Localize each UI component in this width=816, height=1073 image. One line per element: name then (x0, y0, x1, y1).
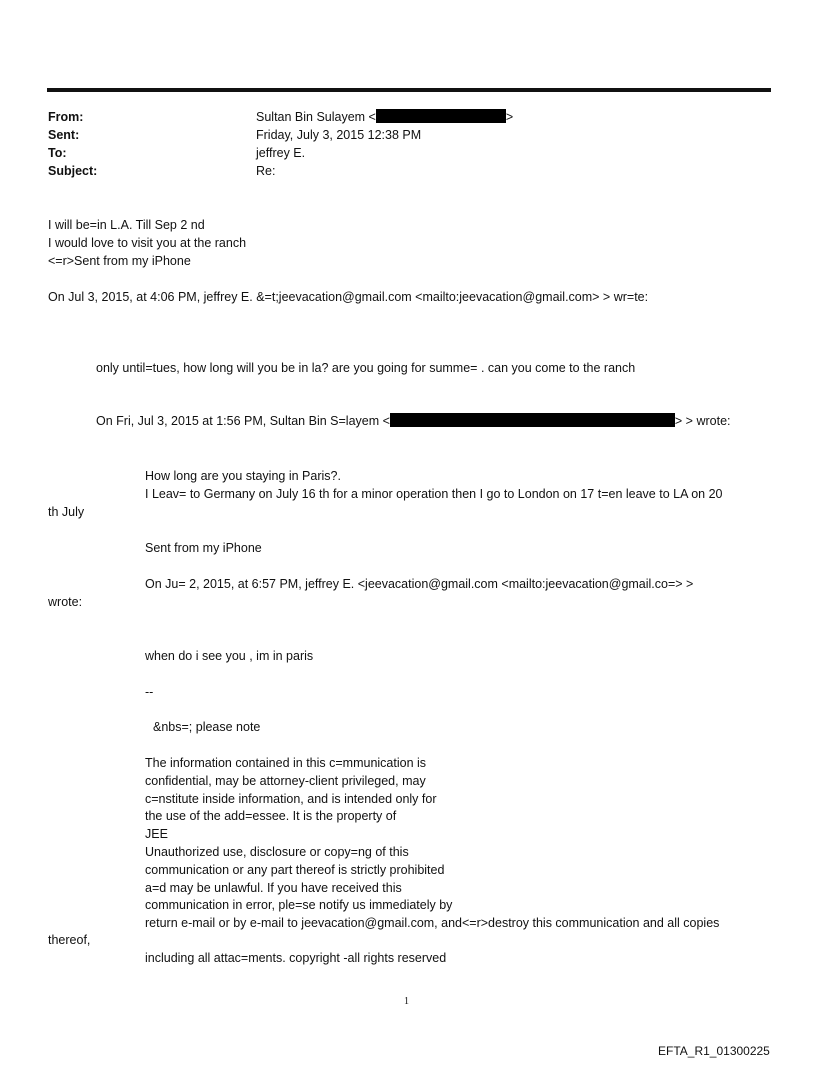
body-line-2: I would love to visit you at the ranch (48, 236, 247, 250)
from-close: > (505, 110, 514, 124)
disclaimer-wrap: thereof, (48, 933, 91, 947)
page-number: 1 (404, 996, 409, 1007)
attribution-1: On Jul 3, 2015, at 4:06 PM, jeffrey E. &=t;jeevacation@gmail.com <mailto:jeevacation@gmail.com> > wr=te: (48, 290, 649, 304)
subject-label: Subject: (48, 164, 98, 178)
disclaimer-line: a=d may be unlawful. If you have received this (145, 880, 402, 895)
body-line-1: I will be=in L.A. Till Sep 2 nd (48, 218, 205, 232)
disclaimer-line: the use of the add=essee. It is the property of (145, 809, 397, 824)
disclaimer-line: JEE (145, 827, 168, 842)
quote-3: Sent from my iPhone (145, 541, 262, 555)
quote-2-wrap: th July (48, 505, 85, 519)
to-value: jeffrey E. (256, 146, 306, 160)
attribution-3-wrap: wrote: (48, 595, 83, 609)
quote-2: I Leav= to Germany on July 16 th for a minor operation then I go to London on 17 t=en leave to LA on 20 (145, 487, 723, 501)
from-value (256, 108, 513, 126)
to-label: To: (48, 146, 67, 160)
body-line-3: <=r>Sent from my iPhone (48, 254, 191, 268)
document-id: EFTA_R1_01300225 (658, 1044, 770, 1058)
disclaimer-line: c=nstitute inside information, and is intended only for (145, 791, 437, 806)
disclaimer-line: return e-mail or by e-mail to jeevacation@gmail.com, and<=r>destroy this communication and all copies (145, 916, 720, 931)
from-label: From: (48, 110, 84, 124)
reply-1: only until=tues, how long will you be in la? are you going for summe= . can you come to the ranch (96, 361, 636, 375)
sent-value: Friday, July 3, 2015 12:38 PM (256, 128, 422, 142)
redaction-bar (390, 413, 675, 427)
attribution-2-pre: On Fri, Jul 3, 2015 at 1:56 PM, Sultan Bin S=layem < (96, 414, 390, 428)
quote-4: when do i see you , im in paris (145, 649, 314, 663)
disclaimer-line: communication in error, ple=se notify us immediately by (145, 898, 453, 913)
disclaimer-line: The information contained in this c=mmunication is (145, 756, 427, 770)
attribution-3: On Ju= 2, 2015, at 6:57 PM, jeffrey E. <jeevacation@gmail.com <mailto:jeevacation@gmail.co=> > (145, 577, 694, 591)
disclaimer-line: confidential, may be attorney-client privileged, may (145, 773, 426, 788)
sent-label: Sent: (48, 128, 80, 142)
from-name: Sultan Bin Sulayem < (256, 110, 376, 124)
quote-1: How long are you staying in Paris?. (145, 469, 341, 483)
subject-value: Re: (256, 164, 276, 178)
please-note: &nbs=; please note (153, 720, 261, 734)
header-rule (47, 88, 771, 92)
attribution-2 (96, 412, 731, 430)
disclaimer-line: communication or any part thereof is strictly prohibited (145, 862, 445, 877)
attribution-2-post: > > wrote: (674, 414, 731, 428)
disclaimer-line: Unauthorized use, disclosure or copy=ng of this (145, 845, 409, 859)
disclaimer-last: including all attac=ments. copyright -all rights reserved (145, 951, 447, 965)
signature-dash: -- (145, 685, 154, 699)
redaction-bar (376, 109, 506, 123)
